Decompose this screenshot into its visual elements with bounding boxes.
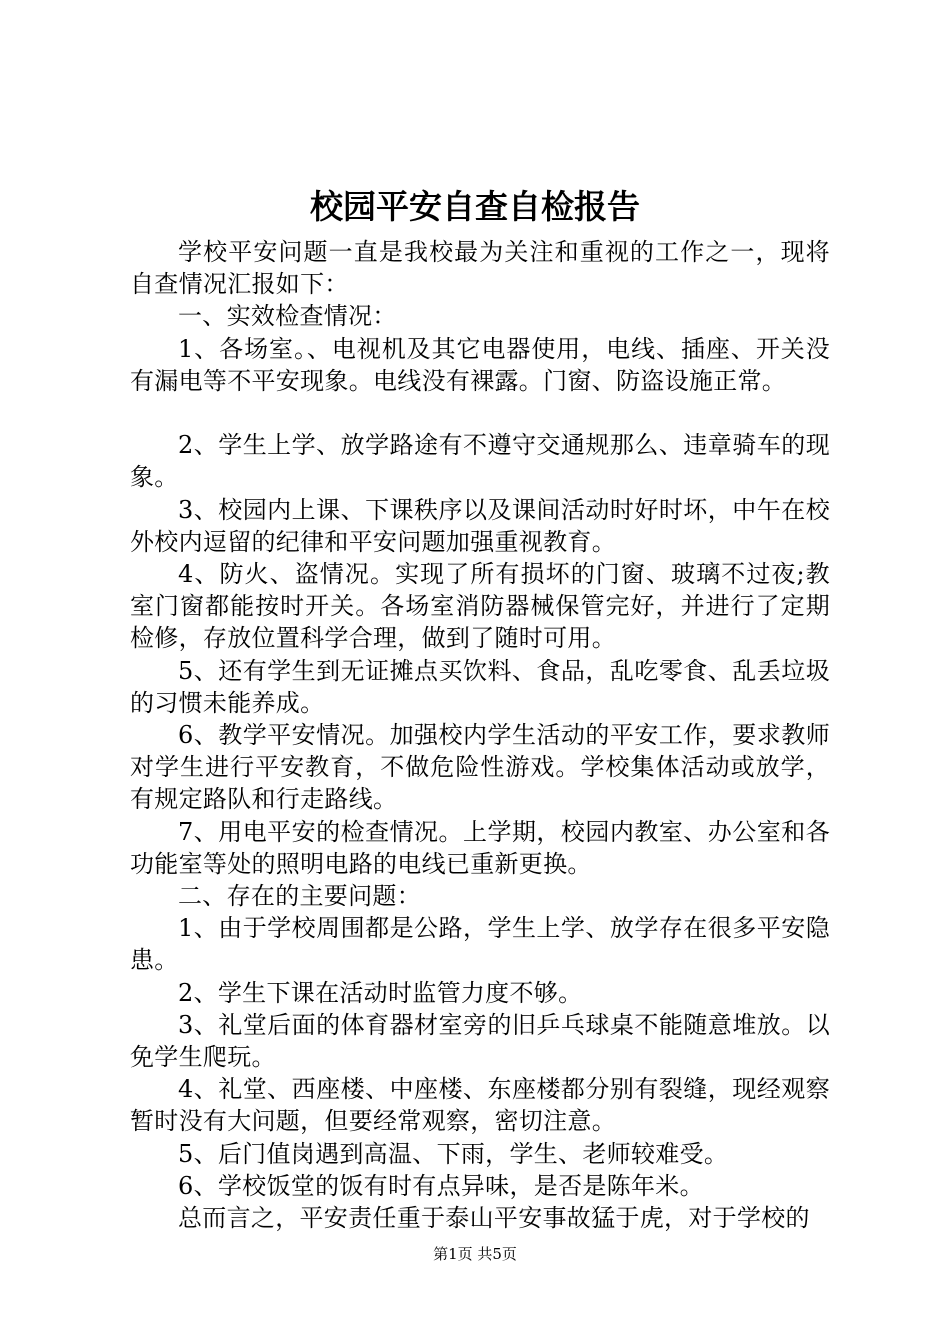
paragraph: 5、还有学生到无证摊点买饮料、食品，乱吃零食、乱丢垃圾的习惯未能养成。 (130, 656, 830, 717)
paragraph: 6、教学平安情况。加强校内学生活动的平安工作，要求教师对学生进行平安教育，不做危险性游戏。学校集体活动或放学，有规定路队和行走路线。 (130, 721, 830, 814)
paragraph: 2、学生上学、放学路途有不遵守交通规那么、违章骑车的现象。 (130, 431, 830, 492)
section-heading: 二、存在的主要问题： (178, 882, 421, 911)
page-number-footer: 第1页 共5页 (433, 1245, 517, 1263)
paragraph: 学校平安问题一直是我校最为关注和重视的工作之一，现将自查情况汇报如下： (130, 238, 830, 299)
paragraph: 4、礼堂、西座楼、中座楼、东座楼都分别有裂缝，现经观察暂时没有大问题，但要经常观察，密切注意。 (130, 1075, 830, 1136)
paragraph: 5、后门值岗遇到高温、下雨，学生、老师较难受。 (178, 1139, 729, 1168)
document-body (130, 236, 830, 1234)
paragraph: 7、用电平安的检查情况。上学期，校园内教室、办公室和各功能室等处的照明电路的电线已重新更换。 (130, 817, 830, 878)
section-heading: 一、实效检查情况： (178, 302, 397, 331)
paragraph: 3、礼堂后面的体育器材室旁的旧乒乓球桌不能随意堆放。以免学生爬玩。 (130, 1010, 830, 1072)
page-title: 校园平安自查自检报告 (310, 187, 640, 226)
blank-line (130, 397, 830, 429)
paragraph: 2、学生下课在活动时监管力度不够。 (178, 978, 583, 1007)
paragraph: 1、由于学校周围都是公路，学生上学、放学存在很多平安隐患。 (130, 914, 830, 975)
paragraph: 4、防火、盗情况。实现了所有损坏的门窗、玻璃不过夜;教室门窗都能按时开关。各场室消防器械保管完好，并进行了定期检修，存放位置科学合理，做到了随时可用。 (130, 560, 830, 653)
paragraph: 3、校园内上课、下课秩序以及课间活动时好时坏，中午在校外校内逗留的纪律和平安问题加强重视教育。 (130, 495, 830, 556)
paragraph: 6、学校饭堂的饭有时有点异味，是否是陈年米。 (178, 1171, 704, 1200)
paragraph: 总而言之，平安责任重于泰山平安事故猛于虎，对于学校的 (178, 1204, 810, 1233)
paragraph: 1、各场室。、电视机及其它电器使用，电线、插座、开关没有漏电等不平安现象。电线没有裸露。门窗、防盗设施正常。 (130, 334, 830, 395)
